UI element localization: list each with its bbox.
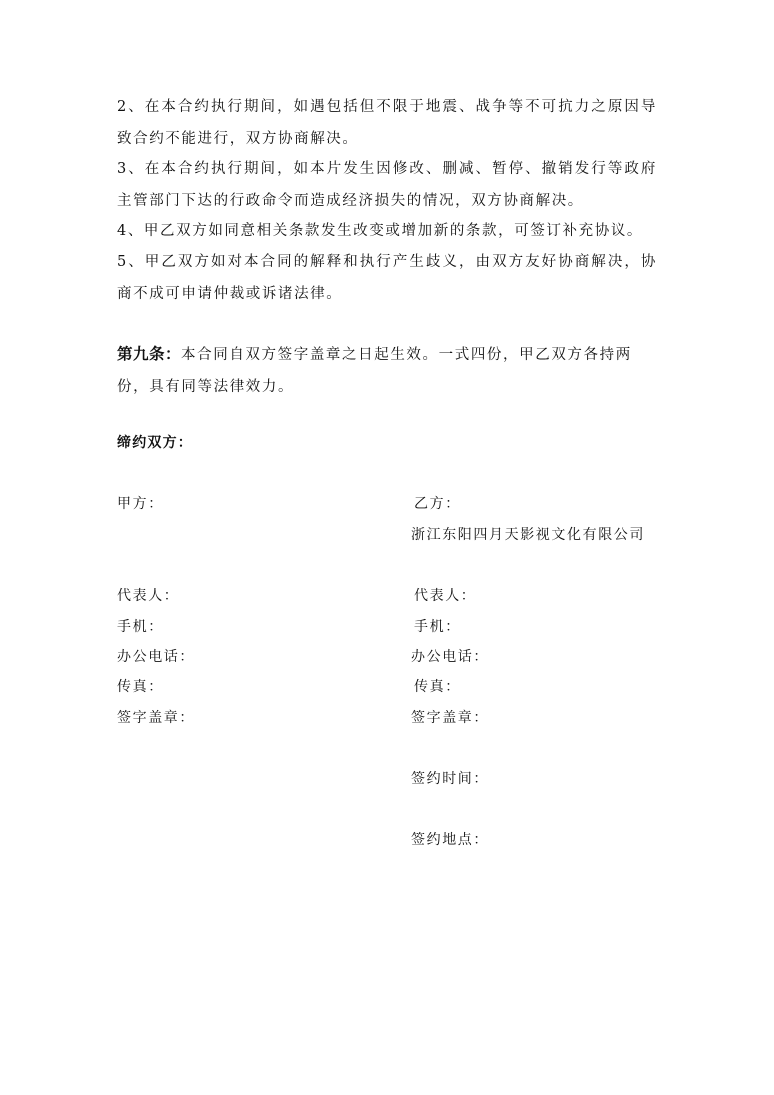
party-b-office-phone: 办公电话： [411, 649, 489, 665]
clause-4: 4、甲乙双方如同意相关条款发生改变或增加新的条款，可签订补充协议。 [117, 223, 644, 239]
clause-5: 5、甲乙双方如对本合同的解释和执行产生歧义，由双方友好协商解决，协商不成可申请仲裁或诉诸法律。 [117, 254, 657, 302]
party-b-representative: 代表人： [414, 588, 477, 604]
party-b-mobile: 手机： [414, 619, 461, 635]
party-a-representative: 代表人： [117, 588, 180, 604]
article-9-heading: 第九条： [117, 345, 182, 363]
party-b-signature: 签字盖章： [411, 710, 489, 726]
party-a-fax: 传真： [117, 679, 164, 695]
party-a-signature: 签字盖章： [117, 710, 195, 726]
article-9-text: 本合同自双方签字盖章之日起生效。一式四份，甲乙双方各持两份，具有同等法律效力。 [117, 347, 632, 395]
party-a-office-phone: 办公电话： [117, 649, 195, 665]
clause-2: 2、在本合约执行期间，如遇包括但不限于地震、战争等不可抗力之原因导致合约不能进行，双方协商解决。 [117, 99, 657, 147]
clause-3: 3、在本合约执行期间，如本片发生因修改、删减、暂停、撤销发行等政府主管部门下达的行政命令而造成经济损失的情况，双方协商解决。 [117, 161, 657, 209]
party-b-fax: 传真： [414, 679, 461, 695]
party-b-company: 浙江东阳四月天影视文化有限公司 [411, 527, 645, 543]
party-a-label: 甲方： [117, 496, 164, 512]
party-b-sign-time: 签约时间： [411, 771, 489, 787]
parties-title: 缔约双方： [117, 435, 193, 451]
party-b-sign-place: 签约地点： [411, 832, 489, 848]
party-a-mobile: 手机： [117, 619, 164, 635]
party-b-label: 乙方： [414, 496, 461, 512]
article-9 [117, 338, 657, 403]
